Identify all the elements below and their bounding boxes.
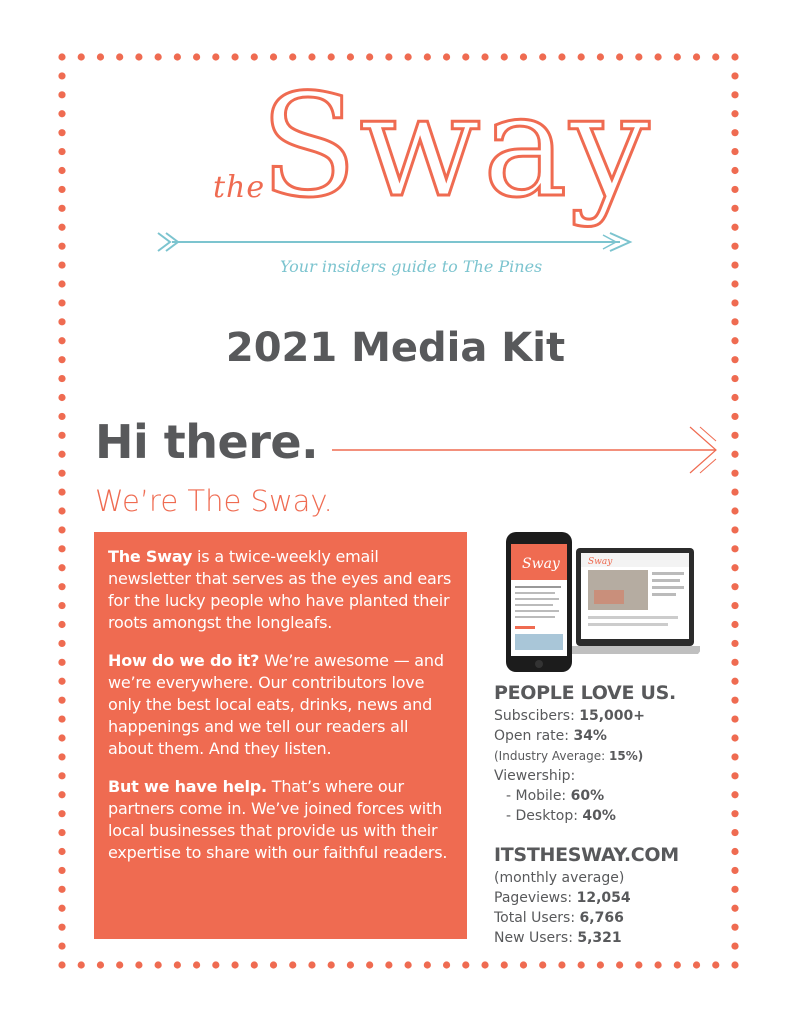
- border-dot: [174, 53, 181, 60]
- border-dot: [58, 261, 65, 268]
- people-heading: PEOPLE LOVE US.: [494, 682, 676, 704]
- border-dot: [462, 53, 469, 60]
- border-dot: [231, 961, 238, 968]
- border-dot: [731, 867, 738, 874]
- border-dot: [58, 924, 65, 931]
- total-users-stat: [494, 908, 679, 928]
- industry-average-stat: [494, 746, 676, 766]
- border-dot: [308, 53, 315, 60]
- border-dot: [58, 753, 65, 760]
- border-dot: [462, 961, 469, 968]
- border-dot: [731, 734, 738, 741]
- intro-paragraph-2: [108, 650, 453, 760]
- border-dot: [731, 280, 738, 287]
- border-dot: [578, 961, 585, 968]
- border-dot: [58, 129, 65, 136]
- border-dot: [58, 867, 65, 874]
- border-dot: [731, 697, 738, 704]
- border-dot: [58, 375, 65, 382]
- border-dot: [693, 961, 700, 968]
- border-dot: [731, 224, 738, 231]
- border-dot: [212, 53, 219, 60]
- border-dot: [731, 53, 738, 60]
- border-dot: [731, 413, 738, 420]
- border-dot: [635, 53, 642, 60]
- border-dot: [731, 261, 738, 268]
- border-dot: [693, 53, 700, 60]
- border-dot: [443, 53, 450, 60]
- border-dot: [731, 148, 738, 155]
- border-dot: [58, 734, 65, 741]
- border-dot: [712, 53, 719, 60]
- border-dot: [731, 961, 738, 968]
- subscribers-label: Subscibers:: [494, 708, 580, 724]
- intro-text-2: We’re awesome — and we’re everywhere. Our contributors love only the best local eats, drinks, news and happenings and we tell our readers all about them. And they listen.: [108, 651, 444, 758]
- new-users-stat: [494, 928, 679, 948]
- border-dot: [731, 659, 738, 666]
- border-dot: [270, 961, 277, 968]
- border-dot: [731, 205, 738, 212]
- media-kit-title: 2021 Media Kit: [225, 325, 566, 371]
- border-dot: [366, 961, 373, 968]
- border-dot: [58, 110, 65, 117]
- border-dot: [731, 91, 738, 98]
- total-users-label: Total Users:: [494, 910, 580, 926]
- border-dot: [731, 375, 738, 382]
- border-dot: [731, 640, 738, 647]
- svg-text:Sway: Sway: [522, 556, 560, 572]
- industry-label: (Industry Average:: [494, 749, 609, 763]
- border-dot: [58, 810, 65, 817]
- border-dot: [731, 488, 738, 495]
- border-dot: [501, 961, 508, 968]
- border-dot: [135, 53, 142, 60]
- border-dot: [347, 53, 354, 60]
- border-dot: [578, 53, 585, 60]
- border-dot: [616, 961, 623, 968]
- border-dot: [58, 905, 65, 912]
- pageviews-stat: [494, 888, 679, 908]
- desktop-stat: [494, 806, 676, 826]
- border-dot: [58, 602, 65, 609]
- border-dot: [731, 810, 738, 817]
- border-dot: [58, 451, 65, 458]
- border-dot: [58, 829, 65, 836]
- border-dot: [501, 53, 508, 60]
- border-dot: [558, 53, 565, 60]
- border-dot: [654, 961, 661, 968]
- border-dot: [712, 961, 719, 968]
- border-dot: [58, 91, 65, 98]
- border-dot: [58, 243, 65, 250]
- border-dot: [58, 432, 65, 439]
- border-dot: [58, 772, 65, 779]
- border-dot: [58, 299, 65, 306]
- border-dot: [58, 186, 65, 193]
- pageviews-label: Pageviews:: [494, 890, 577, 906]
- intro-bold-3: But we have help.: [108, 777, 267, 796]
- website-heading: ITSTHESWAY.COM: [494, 844, 679, 866]
- border-dot: [731, 753, 738, 760]
- border-dot: [58, 413, 65, 420]
- mobile-stat: [494, 786, 676, 806]
- border-dot: [328, 53, 335, 60]
- greeting-heading: Hi there.: [95, 415, 319, 469]
- desktop-label: - Desktop:: [506, 808, 583, 824]
- border-dot: [731, 167, 738, 174]
- intro-bold-1: The Sway: [108, 547, 193, 566]
- border-dot: [212, 961, 219, 968]
- border-dot: [366, 53, 373, 60]
- border-dot: [731, 507, 738, 514]
- total-users-value: 6,766: [579, 910, 624, 926]
- border-dot: [731, 186, 738, 193]
- border-dot: [58, 53, 65, 60]
- border-dot: [443, 961, 450, 968]
- border-dot: [97, 53, 104, 60]
- border-dot: [270, 53, 277, 60]
- border-dot: [731, 791, 738, 798]
- border-dot: [58, 167, 65, 174]
- border-dot: [405, 961, 412, 968]
- border-dot: [558, 961, 565, 968]
- mobile-value: 60%: [570, 788, 605, 804]
- border-dot: [731, 545, 738, 552]
- desktop-value: 40%: [582, 808, 616, 824]
- border-dot: [731, 564, 738, 571]
- border-dot: [731, 924, 738, 931]
- border-dot: [58, 488, 65, 495]
- subscribers-stat: [494, 706, 676, 726]
- open-rate-value: 34%: [573, 728, 607, 744]
- border-dot: [481, 53, 488, 60]
- border-dot: [58, 621, 65, 628]
- border-dot: [58, 507, 65, 514]
- border-dot: [731, 451, 738, 458]
- border-dot: [385, 961, 392, 968]
- monthly-average-note: (monthly average): [494, 870, 625, 886]
- border-dot: [731, 678, 738, 685]
- border-dot: [155, 961, 162, 968]
- border-dot: [155, 53, 162, 60]
- pageviews-value: 12,054: [576, 890, 631, 906]
- border-dot: [731, 394, 738, 401]
- border-dot: [58, 715, 65, 722]
- border-dot: [731, 110, 738, 117]
- the-sway-logo: [150, 64, 652, 300]
- border-dot: [231, 53, 238, 60]
- border-dot: [731, 942, 738, 949]
- border-dot: [58, 545, 65, 552]
- mobile-label: - Mobile:: [506, 788, 571, 804]
- border-dot: [58, 886, 65, 893]
- intro-box: [94, 532, 467, 939]
- industry-value: 15%): [609, 749, 644, 763]
- new-users-label: New Users:: [494, 930, 578, 946]
- border-dot: [328, 961, 335, 968]
- border-dot: [731, 129, 738, 136]
- border-dot: [481, 961, 488, 968]
- border-dot: [731, 526, 738, 533]
- border-dot: [78, 53, 85, 60]
- border-dot: [251, 961, 258, 968]
- website-stats: [494, 844, 679, 948]
- logo-the-text: the: [213, 170, 266, 205]
- border-dot: [731, 772, 738, 779]
- border-dot: [174, 961, 181, 968]
- border-dot: [58, 791, 65, 798]
- border-dot: [731, 432, 738, 439]
- border-dot: [251, 53, 258, 60]
- border-dot: [539, 961, 546, 968]
- border-dot: [58, 640, 65, 647]
- intro-text-3: That’s where our partners come in. We’ve joined forces with local businesses that provide us with their expertise to share with our faithful readers.: [108, 777, 448, 862]
- border-dot: [193, 53, 200, 60]
- border-dot: [58, 470, 65, 477]
- intro-bold-2: How do we do it?: [108, 651, 260, 670]
- border-dot: [289, 961, 296, 968]
- border-dot: [731, 299, 738, 306]
- border-dot: [731, 829, 738, 836]
- border-dot: [635, 961, 642, 968]
- border-dot: [58, 659, 65, 666]
- border-dot: [58, 583, 65, 590]
- border-dot: [731, 621, 738, 628]
- border-dot: [597, 961, 604, 968]
- border-dot: [58, 72, 65, 79]
- border-dot: [97, 961, 104, 968]
- border-dot: [520, 53, 527, 60]
- people-stats: [494, 682, 676, 826]
- border-dot: [347, 961, 354, 968]
- border-dot: [289, 53, 296, 60]
- border-dot: [58, 678, 65, 685]
- new-users-value: 5,321: [577, 930, 622, 946]
- hi-arrow-icon: [330, 425, 720, 475]
- border-dot: [116, 961, 123, 968]
- border-dot: [731, 715, 738, 722]
- border-dot: [597, 53, 604, 60]
- border-dot: [58, 942, 65, 949]
- border-dot: [78, 961, 85, 968]
- border-dot: [731, 72, 738, 79]
- border-dot: [654, 53, 661, 60]
- intro-paragraph-3: [108, 776, 453, 864]
- border-dot: [58, 394, 65, 401]
- border-dot: [424, 53, 431, 60]
- border-dot: [731, 848, 738, 855]
- border-dot: [539, 53, 546, 60]
- border-dot: [116, 53, 123, 60]
- border-dot: [731, 583, 738, 590]
- border-dot: [424, 961, 431, 968]
- viewership-label: Viewership:: [494, 768, 576, 784]
- border-dot: [58, 961, 65, 968]
- border-dot: [385, 53, 392, 60]
- border-dot: [58, 697, 65, 704]
- subscribers-value: 15,000+: [579, 708, 646, 724]
- border-dot: [58, 526, 65, 533]
- subheading: We’re The Sway.: [95, 484, 333, 518]
- open-rate-label: Open rate:: [494, 728, 574, 744]
- border-dot: [731, 602, 738, 609]
- intro-text-1: is a twice-weekly email newsletter that serves as the eyes and ears for the lucky people who have planted their roots amongst the longleafs.: [108, 547, 452, 632]
- border-dot: [58, 205, 65, 212]
- border-dot: [405, 53, 412, 60]
- border-dot: [308, 961, 315, 968]
- devices-illustration: [500, 530, 700, 675]
- border-dot: [731, 886, 738, 893]
- border-dot: [731, 470, 738, 477]
- intro-paragraph-1: [108, 546, 453, 634]
- border-dot: [58, 280, 65, 287]
- border-dot: [731, 243, 738, 250]
- border-dot: [674, 961, 681, 968]
- logo-arrow-icon: [150, 230, 640, 254]
- logo-sway-text: Sway: [260, 64, 652, 229]
- border-dot: [520, 961, 527, 968]
- border-dot: [58, 224, 65, 231]
- border-dot: [58, 564, 65, 571]
- logo-tagline: Your insiders guide to The Pines: [280, 257, 543, 276]
- border-dot: [58, 148, 65, 155]
- border-dot: [58, 848, 65, 855]
- border-dot: [616, 53, 623, 60]
- border-dot: [193, 961, 200, 968]
- open-rate-stat: [494, 726, 676, 746]
- border-dot: [135, 961, 142, 968]
- svg-text:Sway: Sway: [588, 557, 613, 567]
- border-dot: [674, 53, 681, 60]
- border-dot: [731, 905, 738, 912]
